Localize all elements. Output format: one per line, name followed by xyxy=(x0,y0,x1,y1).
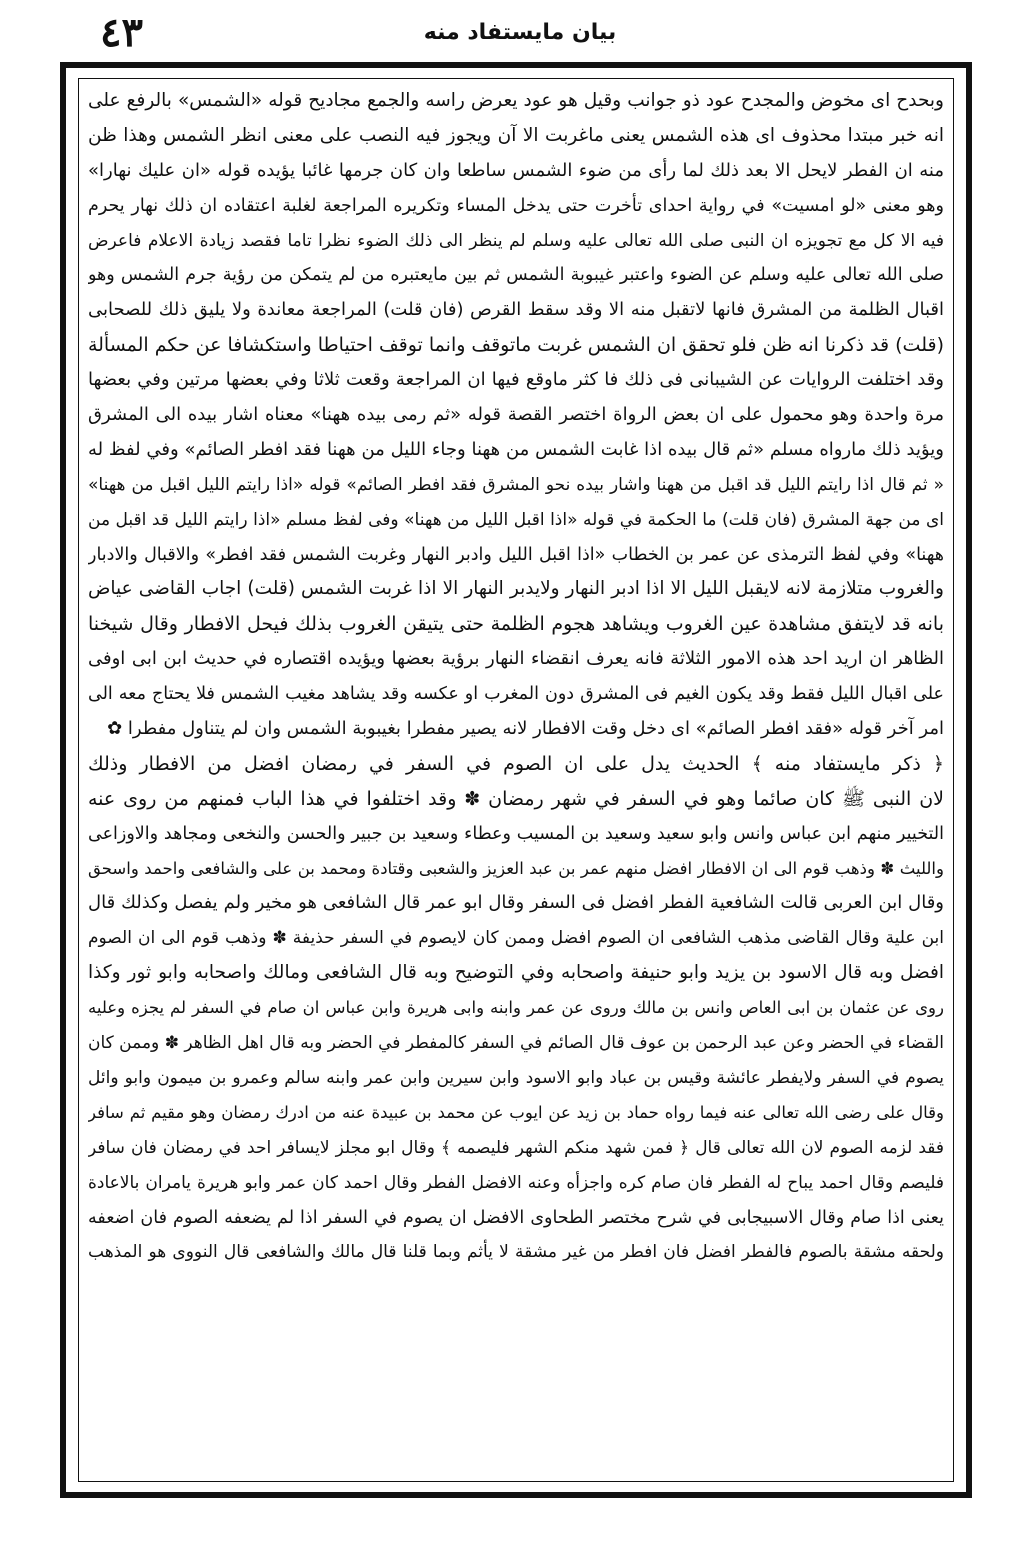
text-line: منه ان الفطر لايحل الا بعد ذلك لما رأى من ضوء الشمس ساطعا وان كان جرمها غائبا يؤيده قوله «ان عليك نهارا» xyxy=(88,159,944,181)
text-line: (قلت) قد ذكرنا انه ظن فلو تحقق ان الشمس غربت ماتوقف وانما توقف احتياطا واستكشافا عن حكم المسألة xyxy=(88,334,944,357)
text-line: فيه الا كل مع تجويزه ان النبى صلى الله تعالى عليه وسلم لم ينظر الى ذلك الضوء نظرا تاما فقصد زيادة الاعلام فاعرض xyxy=(88,230,944,251)
text-line: يعنى اذا صام وقال الاسبيجابى في شرح مختصر الطحاوى الافضل ان يصوم في السفر اذا لم يضعفه الصوم فان اضعفه xyxy=(88,1207,944,1228)
text-line: ويؤيد ذلك مارواه مسلم «ثم قال بيده اذا غابت الشمس من ههنا وجاء الليل من ههنا فقد افطر الصائم» وفي لفظ له xyxy=(88,438,944,460)
text-line: امر آخر قوله «فقد افطر الصائم» اى دخل وقت الافطار لانه يصير مفطرا بغيبوبة الشمس وان لم يتناول مفطرا ✿ xyxy=(107,718,944,740)
text-line: صلى الله تعالى عليه وسلم عن الضوء واعتبر غيبوبة الشمس ثم بين مايعتبره من لم يتمكن من رؤية جرم الشمس وهو xyxy=(88,265,944,286)
text-line: افضل وبه قال الاسود بن يزيد وابو حنيفة واصحابه وفي التوضيح وبه قال الشافعى ومالك واصحابه وابو ثور وكذا xyxy=(88,962,944,984)
text-line: روى عن عثمان بن ابى العاص وانس بن مالك وروى عن عمر وابنه وابى هريرة وابن عباس ان صام في السفر لم يجزه وعليه xyxy=(88,998,944,1018)
running-title: بيان مايستفاد منه xyxy=(423,20,617,45)
text-line: ولحقه مشقة بالصوم فالفطر افضل فان افطر من غير مشقة لا يأثم وبما قلنا قال مالك والشافعى قال النووى هو المذهب xyxy=(88,1242,944,1263)
text-line: التخيير منهم ابن عباس وانس وابو سعيد وسعيد بن المسيب وعطاء وسعيد بن جبير والحسن والنخعى ومجاهد والاوزاعى xyxy=(88,823,944,844)
text-line: بانه قد لايتفق مشاهدة عين الغروب ويشاهد هجوم الظلمة حتى يتيقن الغروب بذلك فيحل الافطار وقال شيخنا xyxy=(88,613,944,636)
body-text xyxy=(88,84,944,1480)
text-line: وبحدح اى مخوض والمجدح عود ذو جوانب وقيل هو عود يعرض راسه والجمع مجاديح قوله «الشمس» بالرفع على xyxy=(88,90,944,111)
text-line: والليث ✽ وذهب قوم الى ان الافطار افضل منهم عمر بن عبد العزيز والشعبى وقتادة ومحمد بن على والشافعى واحمد واسحق xyxy=(88,858,944,878)
page-header xyxy=(60,8,980,58)
text-line: ابن علية وقال القاضى مذهب الشافعى ان الصوم افضل وممن كان لايصوم في السفر حذيفة ✽ وذهب قوم الى ان الصوم xyxy=(88,928,944,949)
text-line: اى من جهة المشرق (فان قلت) ما الحكمة في قوله «اذا اقبل الليل من ههنا» وفى لفظ مسلم «اذا رايتم الليل قد اقبل من xyxy=(88,509,944,530)
text-line: فليصم وقال احمد يباح له الفطر فان صام كره واجزأه وعنه الافضل الفطر وقال احمد كان عمر وابو هريرة يامران بالاعادة xyxy=(88,1172,944,1193)
section-heading-line: ﴿ ذكر مايستفاد منه ﴾ الحديث يدل على ان الصوم في السفر في رمضان افضل من الافطار وذلك xyxy=(88,752,944,775)
text-line: وقال على رضى الله تعالى عنه فيما رواه حماد بن زيد عن ايوب عن محمد بن عبيدة عنه من ادرك رمضان وهو مقيم ثم سافر xyxy=(88,1102,944,1122)
text-line: انه خبر مبتدا محذوف اى هذه الشمس يعنى ماغربت الا آن ويجوز فيه النصب على معنى انظر الشمس وهذا ظن xyxy=(88,124,944,146)
text-line: وقال ابن العربى قالت الشافعية الفطر افضل فى السفر وقال ابو عمر قال الشافعى هو مخير ولم يفصل وكذلك قال xyxy=(88,892,944,914)
text-line: الظاهر ان اريد احد هذه الامور الثلاثة فانه يعرف انقضاء النهار برؤية بعضها ويؤيده اقتصاره في حديث ابن ابى اوفى xyxy=(88,648,944,670)
text-line: وقد اختلفت الروايات عن الشيبانى فى ذلك فا كثر ماوقع فيها ان المراجعة وقعت ثلاثا وفي بعضها مرتين وفي بعضها xyxy=(88,369,944,391)
text-line: يصوم في السفر ولايفطر عائشة وقيس بن عباد وابو الاسود وابن سيرين وابن عمر وابنه سالم وعمرو بن ميمون وابو وائل xyxy=(88,1067,944,1088)
text-line: وهو معنى «لو امسيت» في رواية احداى تأخرت حتى يدخل المساء وتكريره المراجعة لغلبة اعتقاده ان ذلك نهار يحرم xyxy=(88,195,944,216)
text-line: مرة واحدة وهو محمول على ان بعض الرواة اختصر القصة قوله «ثم رمى بيده ههنا» معناه اشار بيده الى المشرق xyxy=(88,404,944,426)
text-line: فقد لزمه الصوم لان الله تعالى قال ﴿ فمن شهد منكم الشهر فليصمه ﴾ وقال ابو مجلز لايسافر احد في رمضان فان سافر xyxy=(88,1137,944,1158)
text-line: القضاء في الحضر وعن عبد الرحمن بن عوف قال الصائم في السفر كالمفطر في الحضر وبه قال اهل الظاهر ✽ وممن كان xyxy=(88,1033,944,1054)
text-line: « ثم قال اذا رايتم الليل قد اقبل من ههنا واشار بيده نحو المشرق فقد افطر الصائم» قوله «اذا رايتم الليل اقبل من ههنا» xyxy=(88,474,944,495)
text-line: ههنا» وفي لفظ الترمذى عن عمر بن الخطاب «اذا اقبل الليل وادبر النهار وغربت الشمس فقد افطر» والاقبال والادبار xyxy=(88,544,944,565)
text-line: لان النبى ﷺ كان صائما وهو في السفر في شهر رمضان ✽ وقد اختلفوا في هذا الباب فمنهم من روى عنه xyxy=(88,787,944,810)
text-line: اقبال الظلمة من المشرق فانها لاتقبل منه الا وقد سقط القرص (فان قلت) المراجعة معاندة ولا يليق ذلك للصحابى xyxy=(88,299,944,321)
text-line: والغروب متلازمة لانه لايقبل الليل الا اذا ادبر النهار ولايدبر النهار الا اذا غربت الشمس (قلت) اجاب القاضى عياض xyxy=(88,578,944,600)
page-number: ٤٣ xyxy=(100,9,143,56)
text-line: على اقبال الليل فقط وقد يكون الغيم فى المشرق دون المغرب او عكسه وقد يشاهد مغيب الشمس فلا يحتاج معه الى xyxy=(88,684,944,705)
